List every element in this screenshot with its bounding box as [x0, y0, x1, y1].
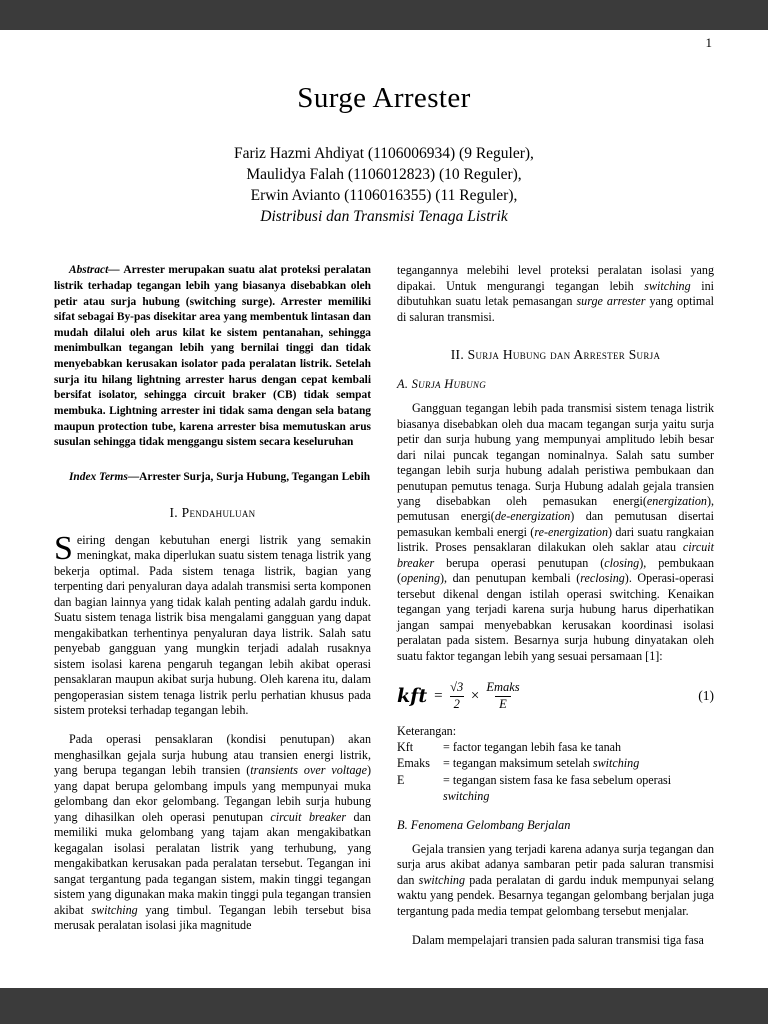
paper-page	[0, 30, 768, 988]
subsection-a-paragraph: Gangguan tegangan lebih pada transmisi sistem tenaga listrik biasanya disebabkan oleh dua macam tegangan surja yaitu surja petir dan surja hubung yang mempunyai amplitudo lebih besar dari nilai puncak tegangan nominalnya. Salah satu sumber tegangan lebih surja hubung adalah peristiwa pembukaan dan penutupan pemutus tenaga. Surja Hubung adalah gejala transien yang disebabkan oleh pemasukan energi(energization), pemutusan energi(de-energization) dan pemutusan disertai pemasukan kembali energi (re-energization) dari suatu rangkaian listrik. Proses pensaklaran dilakukan oleh saklar atau circuit breaker berupa operasi penutupan (closing), pembukaan (opening), dan penutupan kembali (reclosing). Operasi-operasi tersebut dikenal dengan istilah operasi switching. Kenaikan tegangan yang terjadi karena surja hubung harus diperhatikan jangan sampai menyebabkan kerusakan koordinasi isolasi peralatan pada sistem. Besarnya surja hubung dinyatakan oleh suatu faktor tegangan lebih yang sesuai persamaan [1]:	[397, 401, 715, 663]
times-sign: ×	[470, 687, 480, 704]
author-line-3: Erwin Avianto (1106016355) (11 Reguler),	[250, 187, 518, 205]
abstract	[54, 263, 371, 451]
subsection-b-heading: B. Fenomena Gelombang Berjalan	[397, 817, 571, 832]
subsection-a-heading: A. Surja Hubung	[397, 377, 486, 392]
keterangan-row	[397, 772, 714, 804]
equals-sign: =	[434, 687, 443, 704]
keterangan-def: = factor tegangan lebih fasa ke tanah	[443, 740, 622, 755]
abstract-text: Arrester merupakan suatu alat proteksi peralatan listrik terhadap tegangan lebih yang biasanya disebabkan oleh petir atau surja hubung (switching surge). Arrester memiliki sifat sebagai By-pas disekitar area yang membentuk lintasan dan mudah dilalui oleh arus kilat ke sistem pentanahan, sehingga menimbulkan tegangan lebih yang bernilai tinggi dan tidak menyebabkan kerusakan isolator pada peralatan listrik. Setelah surja itu hilang lightning arrester harus dengan cepat kembali bersifat isolator, sehingga circuit braker (CB) tidak sempat membuka. Lightning arrester ini tidak sama dengan sela batang maupun protection tube, karena arrester bisa memutuskan arus susulan sehingga tidak menggangu sistem secara keseluruhan	[54, 264, 371, 449]
continued-paragraph: tegangannya melebihi level proteksi peralatan isolasi yang dipakai. Untuk mengurangi tegangan lebih switching ini dibutuhkan suatu letak pemasangan surge arrester yang optimal di saluran transmisi.	[397, 263, 714, 324]
keterangan-row	[397, 739, 714, 755]
keterangan-row	[397, 755, 714, 771]
keterangan-def: = tegangan sistem fasa ke fasa sebelum operasi switching	[443, 772, 672, 803]
keterangan-term: Emaks	[397, 756, 430, 771]
fraction-sqrt3-over-2	[450, 680, 464, 712]
right-column	[397, 263, 714, 948]
fraction-2-denominator: E	[495, 696, 511, 713]
section-2-heading: II. Surja Hubung dan Arrester Surja	[450, 347, 661, 363]
subsection-b-paragraph-1: Gejala transien yang terjadi karena adanya surja tegangan dan surja arus akibat adanya sambaran petir pada saluran transmisi dan switching pada peralatan di gardu induk mempunyai selang waktu yang pendek. Besarnya tegangan gelombang berjalan juga tergantung pada media tempat gelombang tersebut menjalar.	[397, 841, 714, 918]
equation-lhs: kft	[397, 685, 428, 708]
page-number: 1	[705, 35, 712, 50]
left-column	[54, 263, 371, 948]
keterangan-term: Kft	[397, 740, 414, 755]
equation-number: (1)	[698, 688, 714, 704]
paper-title: Surge Arrester	[297, 82, 471, 114]
section-1-paragraph-2: Pada operasi pensaklaran (kondisi penutupan) akan menghasilkan gejala surja hubung atau transien energi listrik, yang berupa tegangan lebih transien (transients over voltage) yang dapat berupa gelombang impuls yang mempunyai muka gelombang dan ekor gelombang. Tegangan lebih surja hubung yang dihasilkan oleh operasi penutupan circuit breaker dan memiliki muka gelombang yang tajam akan mengakibatkan kegagalan isolasi peralatan listrik yang terhubung, yang mengakibatkan kerusakan pada peralatan tersebut. Tegangan ini sangat tergantung pada tegangan sistem, makin tinggi tegangan sistem yang digunakan maka makin tinggi pula tegangan transien akibat switching yang timbul. Tegangan lebih tersebut bisa merusak peralatan isolasi jika magnitude	[54, 732, 371, 933]
section-1-paragraph-1-text: eiring dengan kebutuhan energi listrik yang semakin meningkat, maka diperlukan suatu sistem tenaga listrik yang bekerja optimal. Pada sistem tenaga listrik, bagian yang terpenting dari penyaluran daya adalah transmisi serta komponen dan bagian lainnya yang tidak kalah penting adalah gardu induk. Suatu sistem tenaga listrik bisa mengalami gangguan yang dapat mengakibatkan terhentinya penyaluran daya listrik. Salah satu penyebab gangguan yang mungkin terjadi adalah rusaknya sistem isolasi karena pengaruh tegangan lebih akibat operasi pensaklaran maupun akibat surja hubung. Oleh karena itu, dalam pengoperasian sistem tenaga listrik perlu perhatian khusus pada sistem proteksi terhadap tegangan lebih.	[54, 532, 371, 717]
index-terms	[54, 471, 371, 483]
authors-block	[54, 143, 714, 227]
fraction-2-numerator: Emaks	[486, 680, 520, 695]
section-1-paragraph-1	[54, 529, 371, 719]
fraction-emaks-over-e	[486, 680, 519, 712]
author-line-2: Maulidya Falah (1106012823) (10 Reguler),	[246, 166, 522, 184]
drop-cap: S	[54, 529, 73, 567]
fraction-1-denominator: 2	[450, 696, 464, 713]
subsection-b-paragraph-2: Dalam mempelajari transien pada saluran transmisi tiga fasa	[412, 933, 704, 948]
abstract-label: Abstract—	[69, 264, 124, 277]
keterangan-def: = tegangan maksimum setelah switching	[443, 756, 640, 771]
two-column-body	[54, 263, 714, 948]
section-1-heading: I. Pendahuluan	[169, 504, 256, 520]
keterangan-term: E	[397, 772, 405, 787]
equation-1	[397, 680, 714, 712]
index-terms-label: Index Terms	[69, 470, 128, 483]
keterangan-title: Keterangan:	[397, 724, 457, 739]
author-line-1: Fariz Hazmi Ahdiyat (1106006934) (9 Reguler),	[234, 145, 534, 162]
affiliation: Distribusi dan Transmisi Tenaga Listrik	[260, 208, 508, 226]
fraction-1-numerator: √3	[450, 680, 464, 695]
index-terms-text: —Arrester Surja, Surja Hubung, Tegangan Lebih	[127, 470, 371, 483]
